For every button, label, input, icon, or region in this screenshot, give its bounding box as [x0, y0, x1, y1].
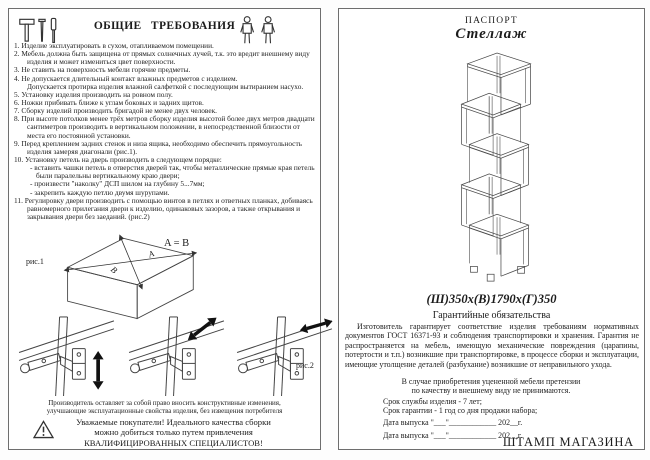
general-requirements-page	[8, 8, 321, 450]
item-number: 1.	[14, 41, 20, 50]
release-date-line: Дата выпуска "___"____________ 202__г.	[383, 418, 523, 427]
item-text: Сборку изделий производить бригадой не менее двух человек.	[21, 106, 218, 116]
hinge-adjustment-diagram-horizontal	[233, 313, 337, 397]
item-text: Установку изделия производить на ровном полу.	[21, 89, 173, 99]
item-number: 4.	[14, 73, 20, 83]
item-number: 9.	[14, 138, 20, 148]
warranty-title: Гарантийные обязательства	[432, 310, 551, 321]
hinge-adjustment-diagram-diagonal	[125, 313, 229, 397]
item-number: 11.	[14, 195, 23, 205]
item-text: Изделие эксплуатировать в сухом, отапливаемом помещении.	[21, 41, 214, 50]
warranty-text: Изготовитель гарантирует соответствие изделия требованиям нормативных документов ГОСТ 16371-93 и соблюдения транспортировки и хранения. Гарантия не распространяется на мебель, имеющую механические повреждения (царапины, потертости и т.п.) возникшие при транспортировке, в процессе сборки и эксплуатации, имеющие утолщение деталей (разбухание) возникшие от неправильного ухода.	[345, 322, 639, 369]
service-life: Срок службы изделия - 7 лет;	[383, 397, 482, 406]
hinge-adjustment-diagram-vertical	[15, 313, 119, 397]
item-text: Перед креплением задних стенок и низа ящика, необходимо обеспечить прямоугольность изделия замеряя диагонали (рис.1).	[21, 138, 302, 156]
item-text: Регулировку двери производить с помощью винтов в петлях и ответных планках, добиваясь равномерного прилегания двери к изделию, одинаковых зазоров, а также открывания и закрывания двери без заеданий. (рис.2)	[24, 195, 313, 221]
item-number: 10.	[14, 154, 24, 164]
item-text: - произвести "наколку" ДСП шилом на глубину 5...7мм;	[30, 179, 205, 189]
item-number: 3.	[14, 65, 20, 75]
shop-stamp-label: ШТАМП МАГАЗИНА	[502, 435, 634, 449]
item-text: Не допускается длительный контакт влажных предметов с изделием.	[21, 73, 238, 83]
requirements-list	[14, 42, 317, 221]
discount-note: В случае приобретения уцененной мебели претензии по качеству и внешнему виду не принимаются.	[401, 377, 581, 396]
shelving-unit-illustration	[435, 51, 563, 289]
item-text: Мебель должна быть защищена от прямых солнечных лучей, т.к. это вредит внешнему виду изделия и может измениться цвет поверхности.	[21, 49, 310, 67]
fig1-label: рис.1	[26, 257, 44, 266]
requirement-item	[14, 50, 317, 66]
customer-warning: Уважаемые покупатели! Идеального качества сборки можно добиться только путем привлечения КВАЛИФИЦИРОВАННЫХ СПЕЦИАЛИСТОВ!	[76, 417, 271, 448]
item-text: При высоте потолков менее трёх метров сборку изделия высотой более двух метров двадцати сантиметров производить в вертикальном положении, в непосредственной близости от места его постоянной установки.	[21, 114, 315, 140]
person-icon	[262, 17, 275, 44]
item-text: Допускается протирка изделия влажной салфеткой с последующим вытиранием насухо.	[27, 81, 304, 91]
passport-page	[338, 8, 645, 450]
release-date-line: Дата выпуска "___"____________ 202__г.	[383, 431, 523, 440]
item-text: - вставить чашки петель в отверстия дверей так, чтобы металлические прямые края петель были паралельны вертикальному краю двери;	[30, 163, 315, 181]
item-text: Ножки прибивать ближе к углам боковых и задних щитов.	[21, 97, 204, 107]
diagonal-equality-formula: A = B	[164, 238, 190, 249]
item-text: Установку петель на дверь производить в следующем порядке:	[25, 154, 222, 164]
item-number: 7.	[14, 106, 20, 116]
diagonal-b-label: B	[108, 264, 120, 276]
item-number: 8.	[14, 114, 20, 124]
requirement-item	[14, 115, 317, 139]
item-text: Не ставить на поверхность мебели горячие предметы.	[21, 65, 191, 75]
manufacturer-note: Производитель оставляет за собой право вносить конструктивные изменения, улучшающие эксплуатационные свойства изделия, без извещения потребителя	[46, 399, 283, 416]
requirement-item	[14, 164, 317, 180]
warranty-period: Срок гарантии - 1 год со дня продажи набора;	[383, 406, 538, 415]
item-number: 2.	[14, 49, 20, 59]
fig2-label: рис.2	[296, 361, 314, 370]
page-title: ОБЩИЕ ТРЕБОВАНИЯ	[93, 20, 236, 32]
item-number: 5.	[14, 89, 20, 99]
item-text: - закрепить каждую петлю двумя шурупами.	[30, 187, 170, 197]
item-number: 6.	[14, 97, 20, 107]
diagonal-a-label: A	[146, 248, 156, 260]
document-type: ПАСПОРТ	[465, 16, 518, 26]
product-name: Стеллаж	[455, 26, 528, 42]
requirement-item	[14, 197, 317, 221]
product-dimensions: (Ш)350х(В)1790х(Г)350	[426, 292, 557, 306]
person-icon	[241, 17, 254, 44]
requirement-item	[14, 140, 317, 156]
